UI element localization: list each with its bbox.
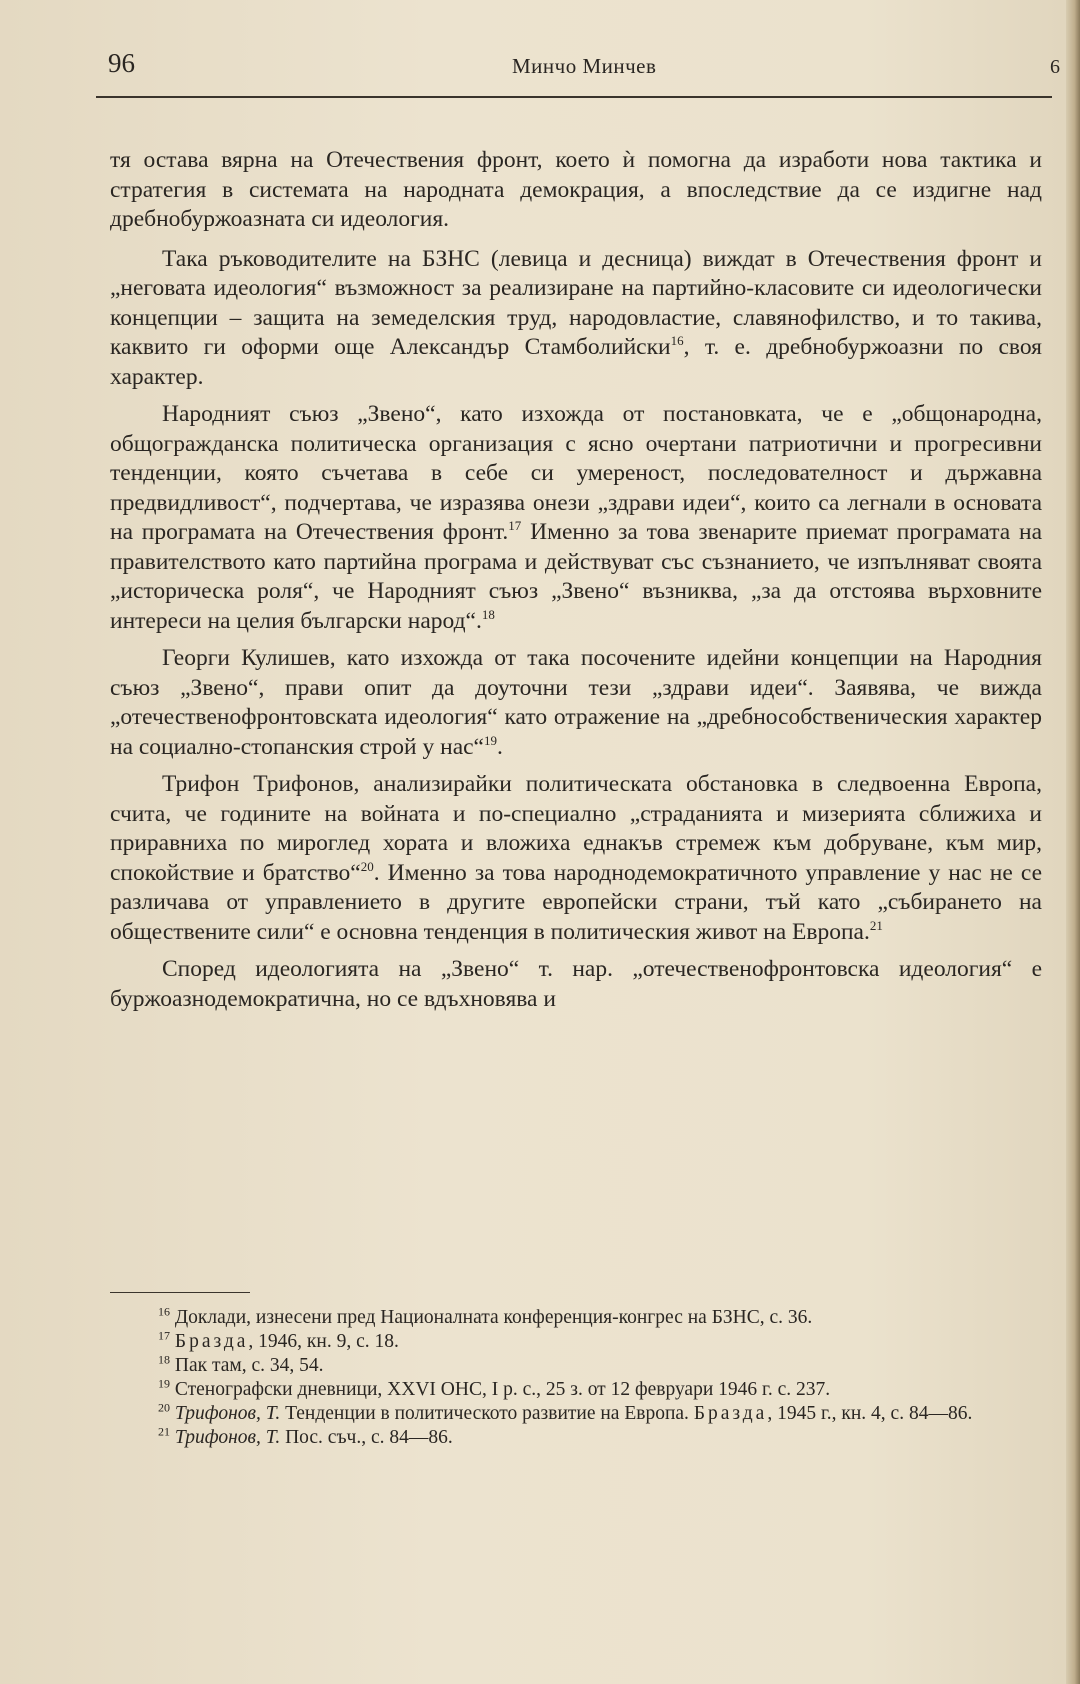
footnote-ref-16: 16 — [670, 333, 684, 349]
running-head: Минчо Минчев — [512, 54, 657, 78]
body-text — [110, 146, 1042, 1024]
paragraph-5: Трифон Трифонов, анализирайки политическата обстановка в следвоенна Европа, счита, че годините на войната и по-специално „страданията и мизерията сближиха и приравниха по мироглед хората и вложиха еднакъв стремеж към добруване, към мир, спокойствие и братство“$^{20}$. Именно за това народнодемократичното управление у нас не се различава от управлението в другите европейски страни, тъй като „събирането на обществените сили“ е основна тенденция в политическия живот на Европа.$^{21}$ — [110, 771, 1042, 945]
side-mark: 6 — [1050, 56, 1060, 78]
paragraph-6: Според идеологията на „Звено“ т. нар. „отечественофронтовска идеология“ е буржоазнодемократична, но се вдъхновява и — [110, 956, 1042, 1012]
footnote-ref-17: 17 — [508, 518, 522, 534]
footnote-ref-21: 21 — [869, 917, 883, 933]
footnote-rule — [110, 1292, 250, 1293]
page-header — [108, 48, 1060, 88]
footnote-ref-20: 20 — [360, 858, 374, 874]
footnote-18: $^{18}$ Пак там, с. 34, 54. — [158, 1352, 324, 1376]
footnote-21: $^{21}$ Трифонов, Т. Пос. съч., с. 84—86. — [158, 1424, 453, 1448]
footnote-16: $^{16}$ Доклади, изнесени пред Националната конференция-конгрес на БЗНС, с. 36. — [158, 1304, 813, 1328]
paragraph-2: Така ръководителите на БЗНС (левица и десница) виждат в Отечествения фронт и „неговата идеология“ възможност за реализиране на партийно-класовите си идеологически концепции – защита на земеделския труд, народовластие, славянофилство, и то такива, каквито ги оформи още Александър Стамболийски$^{16}$, т. е. дребнобуржоазни по своя характер. — [110, 245, 1042, 390]
page-number: 96 — [108, 48, 135, 78]
footnotes — [110, 1306, 1042, 1450]
paragraph-1: тя остава вярна на Отечествения фронт, което ѝ помогна да изработи нова тактика и стратегия в системата на народната демокрация, а впоследствие да се издигне над дребнобуржоазната си идеология. — [110, 147, 1042, 232]
paragraph-3: Народният съюз „Звено“, като изхожда от постановката, че е „общонародна, общогражданска политическа организация с ясно очертани патриотични и прогресивни тенденции, която съчетава в себе си умереност, последователност и държавна предвидливост“, подчертава, че изразява онези „здрави идеи“, които са легнали в основата на програмата на Отечествения фронт.$^{17}$ Именно за това звенарите приемат програмата на правителството като партийна програма и действуват със съзнанието, че изпълняват своята „историческа роля“, че Народният съюз „Звено“ възниква, „за да отстоява върховните интереси на целия български народ“.$^{18}$ — [110, 401, 1043, 634]
footnote-ref-18: 18 — [481, 606, 495, 622]
paragraph-4: Георги Кулишев, като изхожда от така посочените идейни концепции на Народния съюз „Звено“, прави опит да доуточни тези „здрави идеи“. Заявява, че вижда „отечественофронтовската идеология“ като отражение на „дребнособственическия характер на социално-стопанския строй у нас“$^{19}$. — [110, 645, 1042, 760]
header-rule — [96, 96, 1052, 98]
page-edge — [1066, 0, 1080, 1684]
footnote-20: $^{20}$ Трифонов, Т. Тенденции в политическото развитие на Европа. Бразда, 1945 г., кн. 4, с. 84—86. — [158, 1400, 973, 1424]
footnote-ref-19: 19 — [484, 732, 497, 748]
footnote-17: $^{17}$ Бразда, 1946, кн. 9, с. 18. — [158, 1328, 399, 1352]
footnote-19: $^{19}$ Стенографски дневници, XXVI ОНС, I р. с., 25 з. от 12 февруари 1946 г. с. 237. — [158, 1376, 831, 1400]
